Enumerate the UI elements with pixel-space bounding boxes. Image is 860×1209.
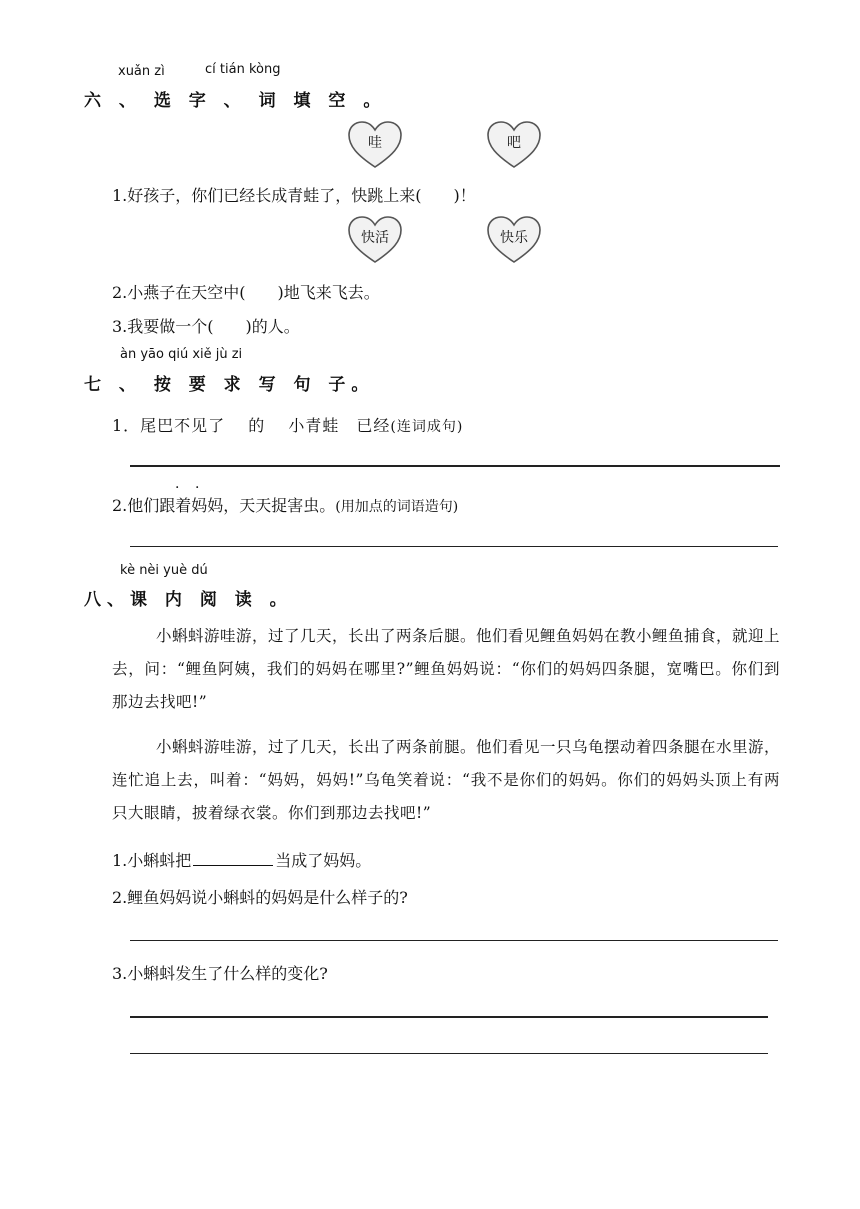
word-order-words: 1．尾巴不见了 的 小青蛙 已经 [112,416,391,435]
sentence-instruction: (用加点的词语造句) [335,499,459,515]
section6-question-3: 3.我要做一个( )的人。 [112,317,300,336]
answer-line[interactable] [130,546,778,547]
heart-option-label: 快乐 [500,230,528,246]
section6-question-2: 2.小燕子在天空中( )地飞来飞去。 [112,283,380,302]
section6-question-1: 1.好孩子，你们已经长成青蛙了，快跳上来( )！ [112,186,476,205]
section6-title: 六 、 选 字 、 词 填 空 。 [84,91,387,111]
emphasis-dot: · [175,480,180,496]
heart-option-ba [486,120,542,170]
reading-paragraph-1: 小蝌蚪游哇游，过了几天，长出了两条后腿。他们看见鲤鱼妈妈在教小鲤鱼捕食，就迎上去，问：“鲤鱼阿姨，我们的妈妈在哪里?”鲤鱼妈妈说：“你们的妈妈四条腿，宽嘴巴。你们到那边去找吧!” [112,627,781,711]
section7-question-2 [112,493,458,516]
section8-title: 八、课 内 阅 读 。 [84,590,293,610]
answer-line[interactable] [130,940,778,941]
fill-blank-prefix: 1.小蝌蚪把 [112,851,192,870]
section8-question-1 [112,848,371,871]
section7-question-1 [112,413,463,436]
pinyin-anyaoqiu: àn yāo qiú xiě jù zi [120,347,243,362]
reading-paragraph-2: 小蝌蚪游哇游，过了几天，长出了两条前腿。他们看见一只乌龟摆动着四条腿在水里游，连忙追上去，叫着：“妈妈，妈妈!”乌龟笑着说：“我不是你们的妈妈。你们的妈妈头顶上有两只大眼睛，披着绿衣裳。你们到那边去找吧!” [112,738,781,822]
pinyin-keneiyuedu: kè nèi yuè dú [120,563,208,578]
heart-option-wa [347,120,403,170]
answer-line[interactable] [130,1053,768,1054]
fill-blank-suffix: 当成了妈妈。 [275,851,372,870]
heart-option-label: 快活 [361,230,389,246]
heart-option-label: 哇 [368,135,382,151]
sentence-text: 2.他们跟着妈妈，天天捉害虫。 [112,496,336,515]
heart-option-label: 吧 [507,135,521,151]
heart-option-kuaihuo [347,215,403,265]
pinyin-citiankong: cí tián kòng [205,62,281,77]
emphasis-dot: · [195,480,200,496]
section8-question-3: 3.小蝌蚪发生了什么样的变化? [112,964,328,983]
section7-title: 七 、 按 要 求 写 句 子。 [84,375,375,395]
word-order-instruction: (连词成句) [390,419,464,435]
fill-blank[interactable] [193,851,273,866]
answer-line[interactable] [130,465,780,467]
answer-line[interactable] [130,1016,768,1018]
section8-question-2: 2.鲤鱼妈妈说小蝌蚪的妈妈是什么样子的? [112,888,408,907]
pinyin-xuanzi: xuǎn zì [118,64,165,79]
heart-option-kuaile [486,215,542,265]
